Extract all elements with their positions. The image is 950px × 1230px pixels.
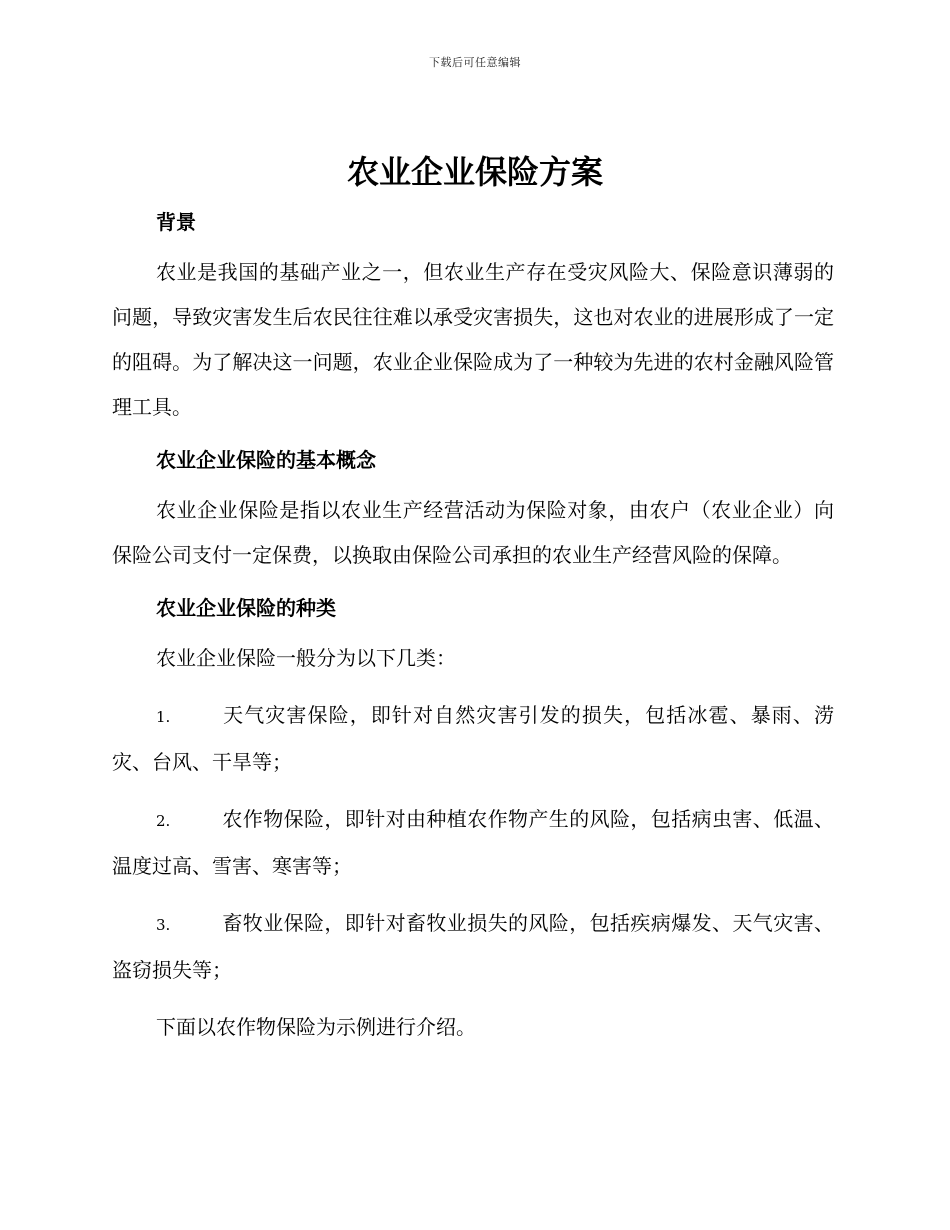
- list-item-number: 1.: [156, 708, 171, 726]
- types-closing: 下面以农作物保险为示例进行介绍。: [156, 1015, 476, 1039]
- page-header-note: 下载后可任意编辑: [429, 56, 521, 69]
- list-item-number: 3.: [156, 916, 171, 934]
- document-body: [112, 206, 834, 1050]
- list-item-text: 天气灾害保险，即针对自然灾害引发的损失，包括冰雹、暴雨、涝灾、台风、干旱等；: [112, 703, 834, 774]
- concept-paragraph: 农业企业保险是指以农业生产经营活动为保险对象，由农户（农业企业）向保险公司支付一定保费，以换取由保险公司承担的农业生产经营风险的保障。: [112, 498, 834, 567]
- list-item: [112, 693, 834, 785]
- list-item-text: 农作物保险，即针对由种植农作物产生的风险，包括病虫害、低温、温度过高、雪害、寒害等；: [112, 807, 834, 878]
- section-heading-types: 农业企业保险的种类: [156, 596, 336, 620]
- types-intro: 农业企业保险一般分为以下几类：: [156, 646, 456, 670]
- section-heading-concept: 农业企业保险的基本概念: [156, 448, 376, 472]
- document-title: 农业企业保险方案: [346, 153, 603, 191]
- list-item: [112, 901, 834, 993]
- list-item: [112, 797, 834, 889]
- list-item-number: 2.: [156, 812, 171, 830]
- background-paragraph: 农业是我国的基础产业之一，但农业生产存在受灾风险大、保险意识薄弱的问题，导致灾害发生后农民往往难以承受灾害损失，这也对农业的进展形成了一定的阻碍。为了解决这一问题，农业企业保险成为了一种较为先进的农村金融风险管理工具。: [112, 260, 834, 419]
- section-heading-background: 背景: [156, 210, 196, 234]
- list-item-text: 畜牧业保险，即针对畜牧业损失的风险，包括疾病爆发、天气灾害、盗窃损失等；: [112, 911, 834, 982]
